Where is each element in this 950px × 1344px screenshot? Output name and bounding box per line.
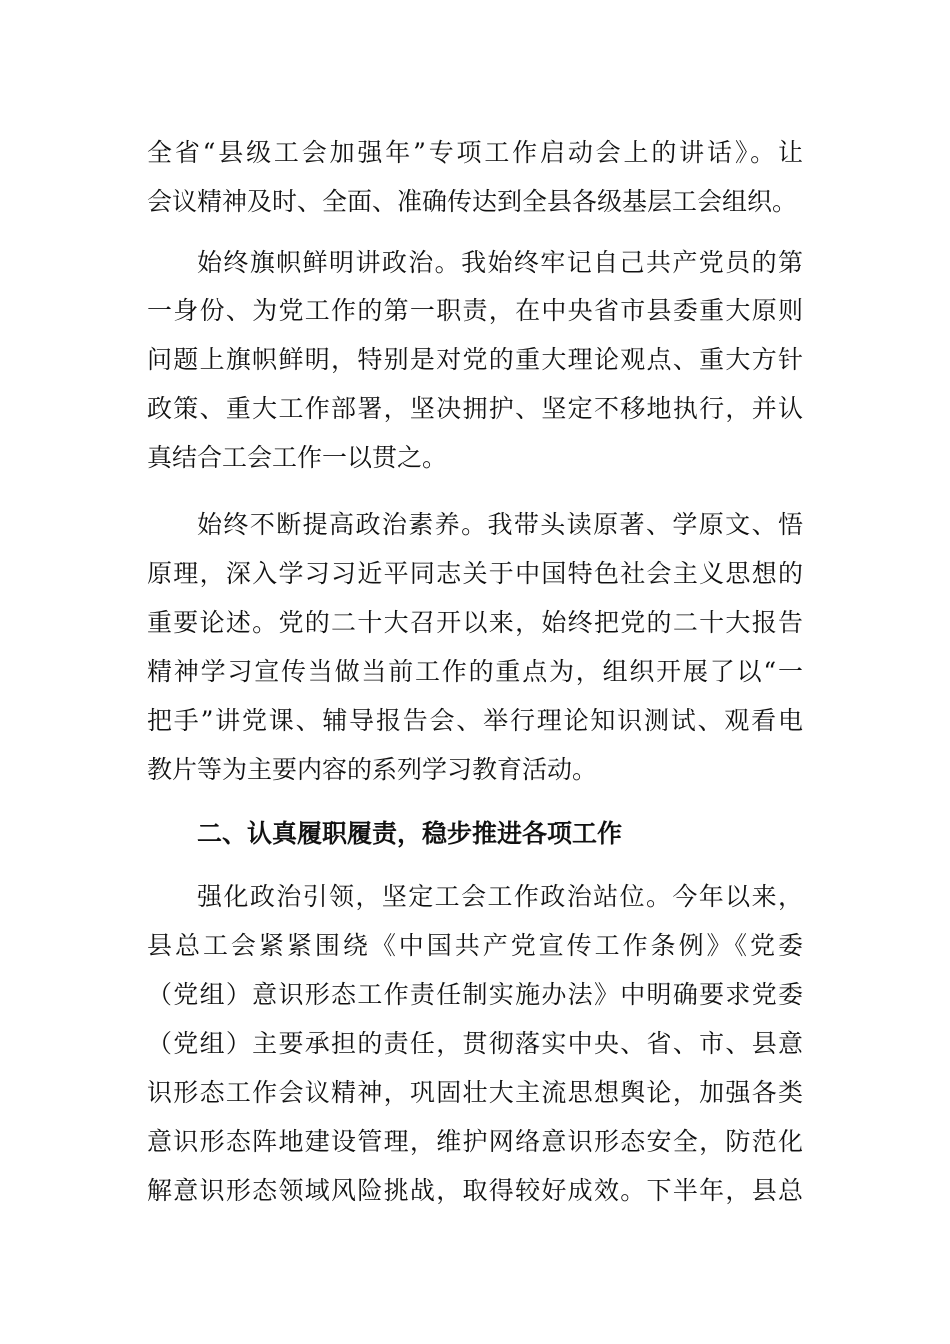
section-heading-2: 二、认真履职履责，稳步推进各项工作 xyxy=(197,819,623,848)
paragraph-3-line-5: 把手”讲党课、辅导报告会、举行理论知识测试、观看电 xyxy=(147,706,803,735)
paragraph-4-line-4: （党组）主要承担的责任，贯彻落实中央、省、市、县意 xyxy=(147,1029,803,1058)
paragraph-2-line-1: 始终旗帜鲜明讲政治。我始终牢记自己共产党员的第 xyxy=(197,248,803,277)
paragraph-2-line-2: 一身份、为党工作的第一职责，在中央省市县委重大原则 xyxy=(147,296,803,325)
paragraph-4-line-5: 识形态工作会议精神，巩固壮大主流思想舆论，加强各类 xyxy=(147,1078,803,1107)
paragraph-1-line-2: 会议精神及时、全面、准确传达到全县各级基层工会组织。 xyxy=(147,187,798,216)
paragraph-4-line-1: 强化政治引领，坚定工会工作政治站位。今年以来， xyxy=(197,882,803,911)
paragraph-4-line-6: 意识形态阵地建设管理，维护网络意识形态安全，防范化 xyxy=(147,1127,803,1156)
paragraph-3-line-6: 教片等为主要内容的系列学习教育活动。 xyxy=(147,755,598,784)
paragraph-4-line-7: 解意识形态领域风险挑战，取得较好成效。下半年，县总 xyxy=(147,1176,803,1205)
paragraph-3-line-3: 重要论述。党的二十大召开以来，始终把党的二十大报告 xyxy=(147,608,803,637)
paragraph-2-line-5: 真结合工会工作一以贯之。 xyxy=(147,443,448,472)
paragraph-4-line-3: （党组）意识形态工作责任制实施办法》中明确要求党委 xyxy=(147,980,803,1009)
paragraph-3-line-4: 精神学习宣传当做当前工作的重点为，组织开展了以“一 xyxy=(147,657,803,686)
paragraph-1-line-1: 全省“县级工会加强年”专项工作启动会上的讲话》。让 xyxy=(147,138,803,167)
paragraph-4-line-2: 县总工会紧紧围绕《中国共产党宣传工作条例》《党委 xyxy=(147,931,803,960)
paragraph-3-line-1: 始终不断提高政治素养。我带头读原著、学原文、悟 xyxy=(197,510,803,539)
paragraph-3-line-2: 原理，深入学习习近平同志关于中国特色社会主义思想的 xyxy=(147,559,803,588)
paragraph-2-line-4: 政策、重大工作部署，坚决拥护、坚定不移地执行，并认 xyxy=(147,394,803,423)
paragraph-2-line-3: 问题上旗帜鲜明，特别是对党的重大理论观点、重大方针 xyxy=(147,345,803,374)
